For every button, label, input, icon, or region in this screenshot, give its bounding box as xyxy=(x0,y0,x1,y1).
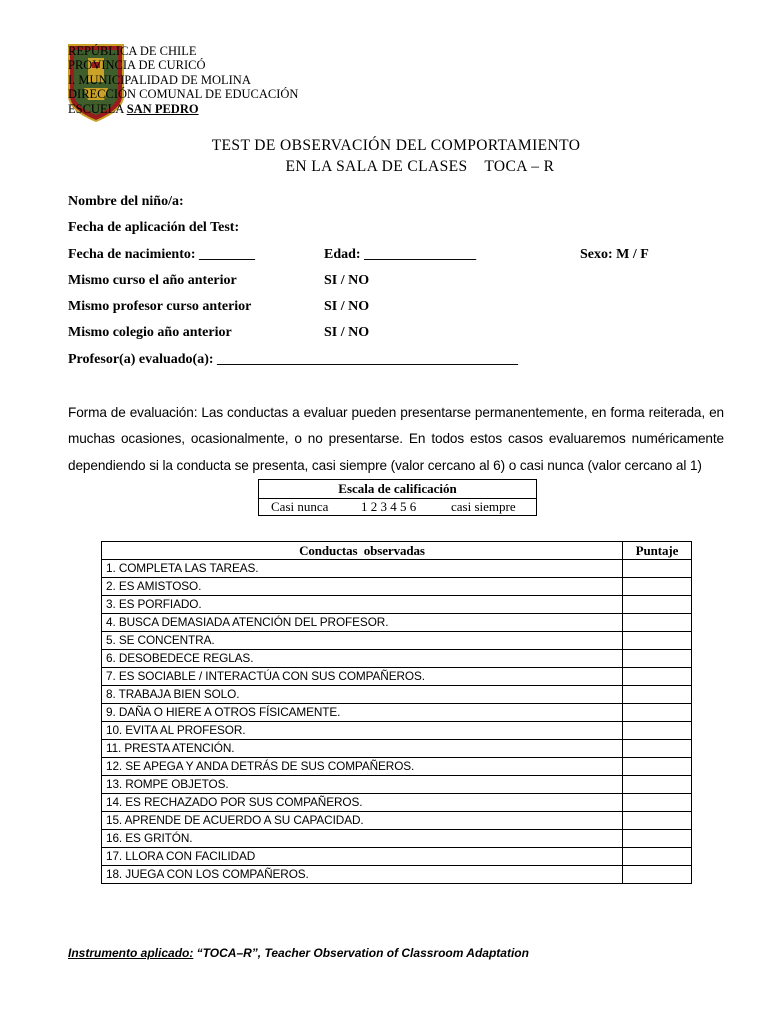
score-input-cell[interactable] xyxy=(623,650,692,668)
header-line-republic: REPÚBLICA DE CHILE xyxy=(68,44,197,58)
rating-scale-title: Escala de calificación xyxy=(259,480,536,499)
school-prefix: ESCUELA xyxy=(68,101,124,116)
score-input-cell[interactable] xyxy=(623,848,692,866)
field-same-teacher: Mismo profesor curso anterior xyxy=(68,299,252,314)
header-line-province: PROVINCIA DE CURICÓ xyxy=(68,58,206,73)
score-input-cell[interactable] xyxy=(623,560,692,578)
score-input-cell[interactable] xyxy=(623,740,692,758)
behavior-cell: 4. BUSCA DEMASIADA ATENCIÓN DEL PROFESOR. xyxy=(102,614,623,632)
table-row xyxy=(102,650,692,668)
behavior-cell: 6. DESOBEDECE REGLAS. xyxy=(102,650,623,668)
footer-text: “TOCA–R”, Teacher Observation of Classroom Adaptation xyxy=(193,946,529,960)
behavior-cell: 7. ES SOCIABLE / INTERACTÚA CON SUS COMPAÑEROS. xyxy=(102,668,623,686)
field-same-school-option: SI / NO xyxy=(324,325,370,340)
table-row xyxy=(102,866,692,884)
title-line-1: TEST DE OBSERVACIÓN DEL COMPORTAMIENTO xyxy=(211,137,581,154)
table-row xyxy=(102,776,692,794)
institution-header xyxy=(68,44,298,116)
column-header-score: Puntaje xyxy=(623,542,692,560)
footer-label: Instrumento aplicado: xyxy=(68,946,194,960)
table-row xyxy=(102,704,692,722)
field-sex: Sexo: M / F xyxy=(580,247,649,262)
score-input-cell[interactable] xyxy=(623,614,692,632)
behavior-table-body xyxy=(102,560,692,884)
behavior-cell: 18. JUEGA CON LOS COMPAÑEROS. xyxy=(102,866,623,884)
score-input-cell[interactable] xyxy=(623,686,692,704)
score-input-cell[interactable] xyxy=(623,830,692,848)
field-same-course-option: SI / NO xyxy=(324,273,370,288)
table-row xyxy=(102,560,692,578)
behavior-cell: 9. DAÑA O HIERE A OTROS FÍSICAMENTE. xyxy=(102,704,623,722)
behavior-cell: 13. ROMPE OBJETOS. xyxy=(102,776,623,794)
table-row xyxy=(102,596,692,614)
header-line-direction: DIRECCIÓN COMUNAL DE EDUCACIÓN xyxy=(68,87,299,102)
table-row xyxy=(102,758,692,776)
field-same-school: Mismo colegio año anterior xyxy=(68,325,232,340)
title-line-2: EN LA SALA DE CLASES TOCA – R xyxy=(285,158,555,175)
score-input-cell[interactable] xyxy=(623,794,692,812)
table-row xyxy=(102,794,692,812)
score-input-cell[interactable] xyxy=(623,812,692,830)
table-row xyxy=(102,740,692,758)
field-same-course: Mismo curso el año anterior xyxy=(68,273,237,288)
table-row xyxy=(102,830,692,848)
evaluation-instructions: Forma de evaluación: Las conductas a evaluar pueden presentarse permanentemente, en forma reiterada, en muchas ocasiones, ocasionalmente, o no presentarse. En todos estos casos evaluaremos numéricamente dependiendo si la conducta se presenta, casi siempre (valor cercano al 6) o casi nunca (valor cercano al 1) xyxy=(68,405,724,473)
table-row xyxy=(102,668,692,686)
score-input-cell[interactable] xyxy=(623,866,692,884)
score-input-cell[interactable] xyxy=(623,596,692,614)
rating-scale-row xyxy=(259,499,536,515)
behavior-cell: 1. COMPLETA LAS TAREAS. xyxy=(102,560,623,578)
footer-instrument xyxy=(68,946,529,960)
behavior-cell: 14. ES RECHAZADO POR SUS COMPAÑEROS. xyxy=(102,794,623,812)
behavior-cell: 10. EVITA AL PROFESOR. xyxy=(102,722,623,740)
table-row xyxy=(102,632,692,650)
score-input-cell[interactable] xyxy=(623,632,692,650)
document-title xyxy=(0,135,768,177)
score-input-cell[interactable] xyxy=(623,776,692,794)
score-input-cell[interactable] xyxy=(623,722,692,740)
score-input-cell[interactable] xyxy=(623,668,692,686)
behavior-cell: 11. PRESTA ATENCIÓN. xyxy=(102,740,623,758)
behavior-cell: 2. ES AMISTOSO. xyxy=(102,578,623,596)
field-birth-date: Fecha de nacimiento: ________ xyxy=(68,247,256,262)
rating-scale-high: casi siempre xyxy=(451,499,516,514)
field-evaluated-teacher: Profesor(a) evaluado(a): ___________________________________________ xyxy=(68,352,519,367)
table-row xyxy=(102,614,692,632)
field-application-date: Fecha de aplicación del Test: xyxy=(68,220,240,235)
behavior-cell: 16. ES GRITÓN. xyxy=(102,830,623,848)
rating-scale-numbers: 1 2 3 4 5 6 xyxy=(361,499,417,514)
behavior-cell: 17. LLORA CON FACILIDAD xyxy=(102,848,623,866)
table-row xyxy=(102,812,692,830)
table-row xyxy=(102,686,692,704)
behavior-cell: 5. SE CONCENTRA. xyxy=(102,632,623,650)
column-header-behaviors: Conductas observadas xyxy=(102,542,623,560)
score-input-cell[interactable] xyxy=(623,758,692,776)
field-same-teacher-option: SI / NO xyxy=(324,299,370,314)
table-header-row xyxy=(102,542,692,560)
table-row xyxy=(102,722,692,740)
behavior-cell: 12. SE APEGA Y ANDA DETRÁS DE SUS COMPAÑEROS. xyxy=(102,758,623,776)
header-line-municipality: I. MUNICIPALIDAD DE MOLINA xyxy=(68,72,251,87)
rating-scale-low: Casi nunca xyxy=(271,499,329,514)
behavior-cell: 8. TRABAJA BIEN SOLO. xyxy=(102,686,623,704)
score-input-cell[interactable] xyxy=(623,704,692,722)
school-name: SAN PEDRO xyxy=(126,101,199,116)
header-line-school xyxy=(68,102,298,116)
field-age: Edad: ________________ xyxy=(324,247,477,262)
behavior-table xyxy=(101,541,692,884)
table-row xyxy=(102,578,692,596)
rating-scale-box xyxy=(258,479,537,516)
behavior-cell: 15. APRENDE DE ACUERDO A SU CAPACIDAD. xyxy=(102,812,623,830)
behavior-cell: 3. ES PORFIADO. xyxy=(102,596,623,614)
field-child-name: Nombre del niño/a: xyxy=(68,194,184,209)
table-row xyxy=(102,848,692,866)
score-input-cell[interactable] xyxy=(623,578,692,596)
